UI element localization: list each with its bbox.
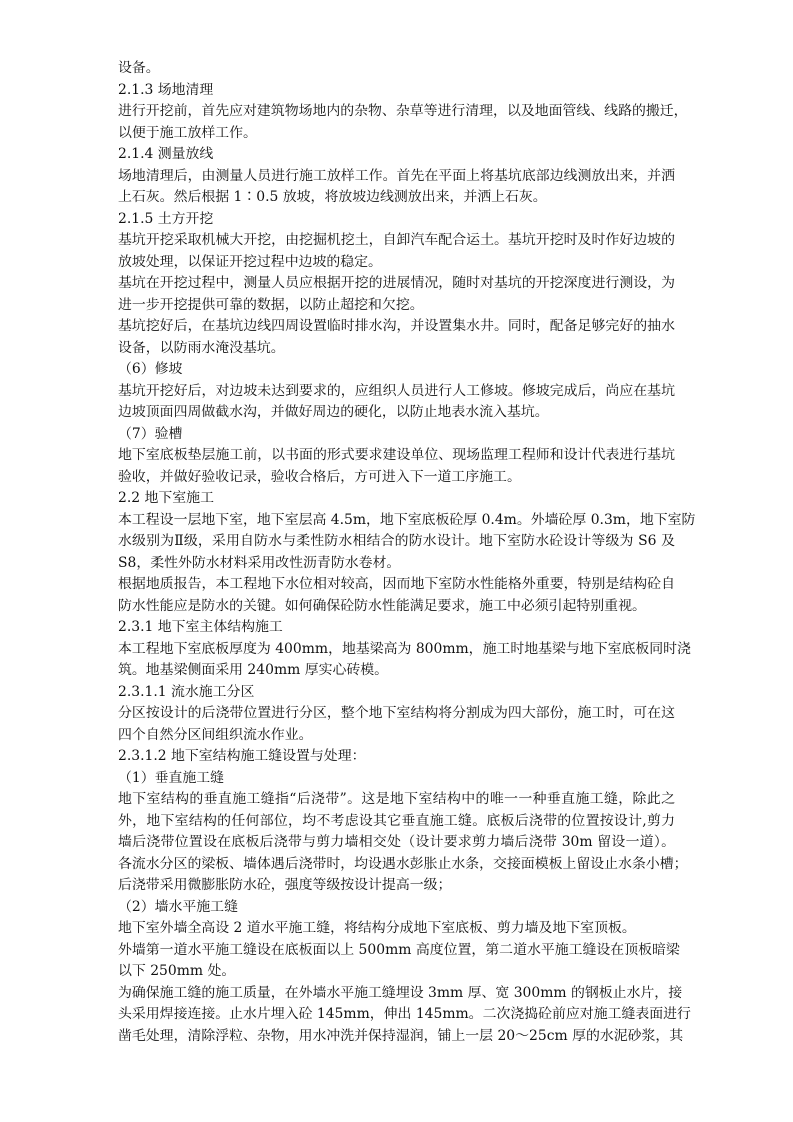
text-line: 地下室结构的垂直施工缝指“后浇带”。这是地下室结构中的唯一一种垂直施工缝，除此之: [118, 791, 675, 807]
section-heading: [118, 144, 675, 166]
text-line: 本工程地下室底板厚度为 400mm，地基梁高为 800mm，施工时地基梁与地下室底板同时浇: [118, 640, 691, 657]
text-line: 水级别为Ⅱ级，采用自防水与柔性防水相结合的防水设计。地下室防水砼设计等级为 S6 及: [118, 533, 675, 549]
text-line: 地下室底板垫层施工前，以书面的形式要求建设单位、现场监理工程师和设计代表进行基坑: [118, 447, 675, 463]
text-line: 边坡顶面四周做截水沟，并做好周边的硬化，以防止地表水流入基坑。: [118, 404, 549, 420]
text-line: 四个自然分区间组织流水作业。: [118, 726, 313, 743]
paragraph: [118, 574, 675, 617]
text-line: 2.1.5 土方开挖: [118, 210, 214, 227]
text-line: 2.3.1 地下室主体结构施工: [118, 619, 283, 635]
text-line: 筑。地基梁侧面采用 240mm 厚实心砖模。: [118, 662, 389, 678]
text-line: 基坑在开挖过程中，测量人员应根据开挖的进展情况，随时对基坑的开挖深度进行测设，为: [118, 275, 675, 291]
text-line: S8，柔性外防水材料采用改性沥青防水卷材。: [118, 554, 401, 571]
text-line: 基坑挖好后，在基坑边线四周设置临时排水沟，并设置集水井。同时，配备足够完好的抽水: [118, 318, 675, 334]
text-line: 放坡处理，以保证开挖过程中边坡的稳定。: [118, 253, 382, 270]
text-line: 外墙第一道水平施工缝设在底板面以上 500mm 高度位置，第二道水平施工缝设在顶板暗梁: [118, 941, 680, 958]
text-line: （6）修坡: [118, 361, 183, 377]
section-heading: [118, 768, 675, 790]
paragraph: [118, 101, 688, 144]
paragraph: [118, 510, 696, 575]
text-line: 基坑开挖好后，对边坡未达到要求的，应组织人员进行人工修坡。修坡完成后，尚应在基坑: [118, 382, 675, 399]
paragraph: [118, 230, 675, 273]
text-line: 2.3.1.1 流水施工分区: [118, 683, 255, 700]
text-line: 后浇带采用微膨胀防水砼，强度等级按设计提高一级；: [118, 877, 452, 893]
text-line: 防水性能应是防水的关键。如何确保砼防水性能满足要求，施工中必须引起特别重视。: [118, 597, 646, 614]
section-heading: [118, 897, 675, 919]
text-line: 设备。: [118, 60, 160, 76]
paragraph: [118, 166, 675, 209]
text-line: 头采用焊接连接。止水片埋入砼 145mm，伸出 145mm。二次浇捣砼前应对施工缝表面进行: [118, 1006, 691, 1022]
text-line: 验收，并做好验收记录，验收合格后，方可进入下一道工序施工。: [118, 468, 521, 485]
text-line: 进行开挖前，首先应对建筑物场地内的杂物、杂草等进行清理，以及地面管线、线路的搬迁，: [118, 103, 688, 119]
text-line: 2.1.4 测量放线: [118, 146, 214, 162]
text-line: （1）垂直施工缝: [118, 769, 225, 786]
paragraph: [118, 918, 675, 940]
text-line: 以下 250mm 处。: [118, 963, 236, 979]
paragraph: [118, 58, 675, 80]
paragraph: [118, 316, 675, 359]
paragraph: [118, 381, 675, 424]
section-heading: [118, 209, 675, 231]
text-line: 2.3.1.2 地下室结构施工缝设置与处理：: [118, 748, 366, 764]
text-line: （2）墙水平施工缝: [118, 898, 238, 915]
text-line: 凿毛处理，清除浮粒、杂物，用水冲洗并保持湿润，铺上一层 20～25cm 厚的水泥砂浆，其: [118, 1027, 684, 1044]
text-line: 分区按设计的后浇带位置进行分区，整个地下室结构将分割成为四大部份，施工时，可在这: [118, 705, 675, 721]
text-line: 各流水分区的梁板、墙体遇后浇带时，均设遇水彭胀止水条，交接面模板上留设止水条小槽；: [118, 855, 688, 872]
text-line: 2.2 地下室施工: [118, 490, 214, 506]
paragraph: [118, 940, 680, 983]
section-heading: [118, 80, 675, 102]
section-heading: [118, 359, 675, 381]
text-line: 基坑开挖采取机械大开挖，由挖掘机挖土，自卸汽车配合运土。基坑开挖时及时作好边坡的: [118, 232, 675, 248]
paragraph: [118, 273, 675, 316]
section-heading: [118, 682, 675, 704]
text-line: （7）验槽: [118, 425, 183, 442]
section-heading: [118, 746, 675, 768]
text-line: 以便于施工放样工作。: [118, 124, 257, 141]
text-line: 墙后浇带位置设在底板后浇带与剪力墙相交处（设计要求剪力墙后浇带 30m 留设一道）。: [118, 834, 675, 850]
text-line: 根据地质报告，本工程地下水位相对较高，因而地下室防水性能格外重要，特别是结构砼自: [118, 576, 675, 592]
paragraph: [118, 983, 691, 1048]
text-line: 外，地下室结构的任何部位，均不考虑设其它垂直施工缝。底板后浇带的位置按设计,剪力: [118, 812, 675, 829]
text-line: 设备，以防雨水淹没基坑。: [118, 339, 285, 356]
section-heading: [118, 617, 675, 639]
text-line: 地下室外墙全高设 2 道水平施工缝，将结构分成地下室底板、剪力墙及地下室顶板。: [118, 920, 636, 936]
paragraph: [118, 703, 675, 746]
document-page: [118, 58, 696, 1047]
paragraph: [118, 789, 688, 897]
text-line: 本工程设一层地下室，地下室层高 4.5m，地下室底板砼厚 0.4m。外墙砼厚 0.3m，地下室防: [118, 511, 696, 528]
section-heading: [118, 488, 675, 510]
text-line: 进一步开挖提供可靠的数据，以防止超挖和欠挖。: [118, 296, 424, 313]
text-line: 为确保施工缝的施工质量，在外墙水平施工缝埋设 3mm 厚、宽 300mm 的钢板止水片，接: [118, 984, 683, 1001]
paragraph: [118, 639, 691, 682]
text-line: 场地清理后，由测量人员进行施工放样工作。首先在平面上将基坑底部边线测放出来，并洒: [118, 167, 675, 184]
text-line: 2.1.3 场地清理: [118, 81, 214, 98]
text-line: 上石灰。然后根据 1∶0.5 放坡，将放坡边线测放出来，并洒上石灰。: [118, 189, 547, 205]
paragraph: [118, 445, 675, 488]
section-heading: [118, 424, 675, 446]
